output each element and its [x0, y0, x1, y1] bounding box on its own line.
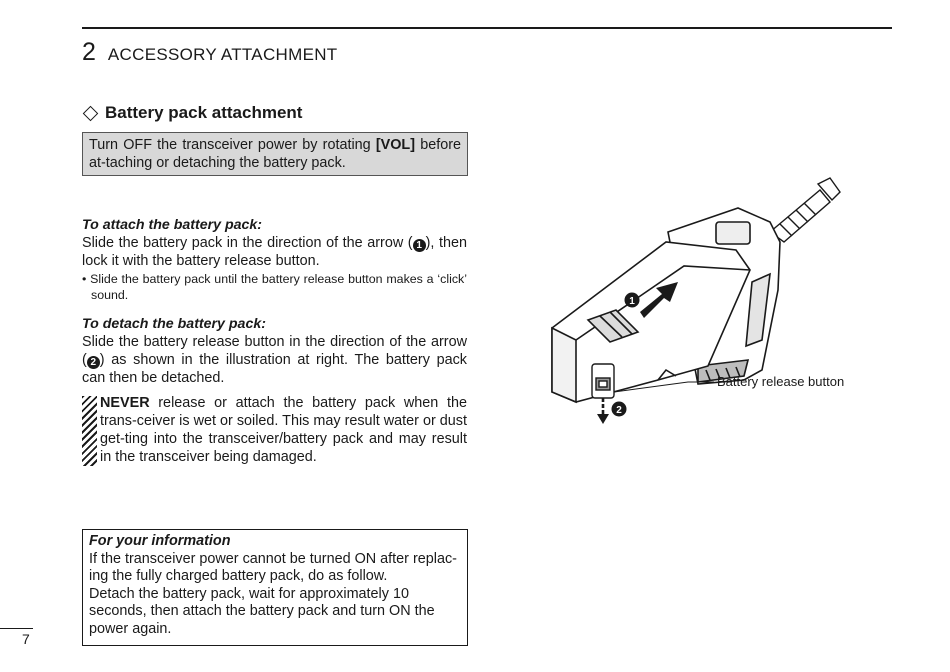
detach-text	[82, 333, 467, 387]
attach-heading: To attach the battery pack:	[82, 217, 263, 233]
caution-block	[82, 394, 467, 466]
attach-section	[82, 216, 467, 303]
section-heading	[82, 103, 302, 123]
caution-never: NEVER	[100, 395, 150, 411]
power-off-notice	[82, 132, 468, 176]
battery-illustration	[548, 170, 860, 430]
info-title: For your information	[89, 533, 231, 549]
caution-hatch-icon	[82, 396, 97, 466]
antenna-icon	[770, 178, 840, 242]
chapter-header	[82, 38, 337, 67]
marker-1-icon: 1	[413, 239, 426, 252]
detach-section	[82, 315, 467, 387]
vol-key: [VOL]	[375, 137, 416, 153]
info-box	[82, 529, 468, 646]
info-line-2: Detach the battery pack, wait for approximately 10 seconds, then attach the battery pack and turn ON the power again.	[89, 585, 435, 637]
release-button-label: Battery release button	[717, 374, 845, 389]
detach-text-post: ) as shown in the illustration at right. The battery pack can then be detached.	[82, 352, 467, 386]
detach-text-pre: Slide the battery release button in the direction of the arrow (	[82, 334, 467, 368]
chapter-title: ACCESSORY ATTACHMENT	[107, 45, 338, 64]
marker-2-icon: 2	[87, 356, 100, 369]
diamond-icon	[83, 105, 99, 121]
arrow-1-marker: 1	[629, 296, 635, 307]
page-number-rule	[0, 628, 33, 629]
detach-heading: To detach the battery pack:	[82, 316, 266, 332]
release-arrow-icon	[597, 398, 627, 424]
attach-text	[82, 234, 467, 270]
attach-text-post: ), then lock it with the battery release button.	[82, 235, 467, 269]
top-rule	[82, 27, 892, 29]
section-title: Battery pack attachment	[105, 103, 303, 122]
page-number: 7	[22, 631, 30, 647]
caution-text	[100, 394, 467, 466]
release-button-icon	[592, 364, 614, 398]
chapter-number: 2	[82, 38, 96, 66]
notice-text-post: before at-taching or detaching the battery pack.	[89, 137, 461, 171]
info-line-1: If the transceiver power cannot be turned ON after replac-ing the fully charged battery pack, do as follow.	[89, 550, 457, 585]
attach-bullet: • Slide the battery pack until the battery release button makes a ‘click’ sound.	[82, 272, 467, 302]
caution-body: release or attach the battery pack when the trans-ceiver is wet or soiled. This may result water or dust get-ting into the transceiver/battery pack and may result in the transceiver being damaged.	[100, 395, 467, 465]
notice-text-pre: Turn OFF the transceiver power by rotating	[89, 137, 376, 153]
arrow-2-marker: 2	[616, 405, 622, 416]
attach-text-pre: Slide the battery pack in the direction of the arrow (	[82, 235, 413, 251]
